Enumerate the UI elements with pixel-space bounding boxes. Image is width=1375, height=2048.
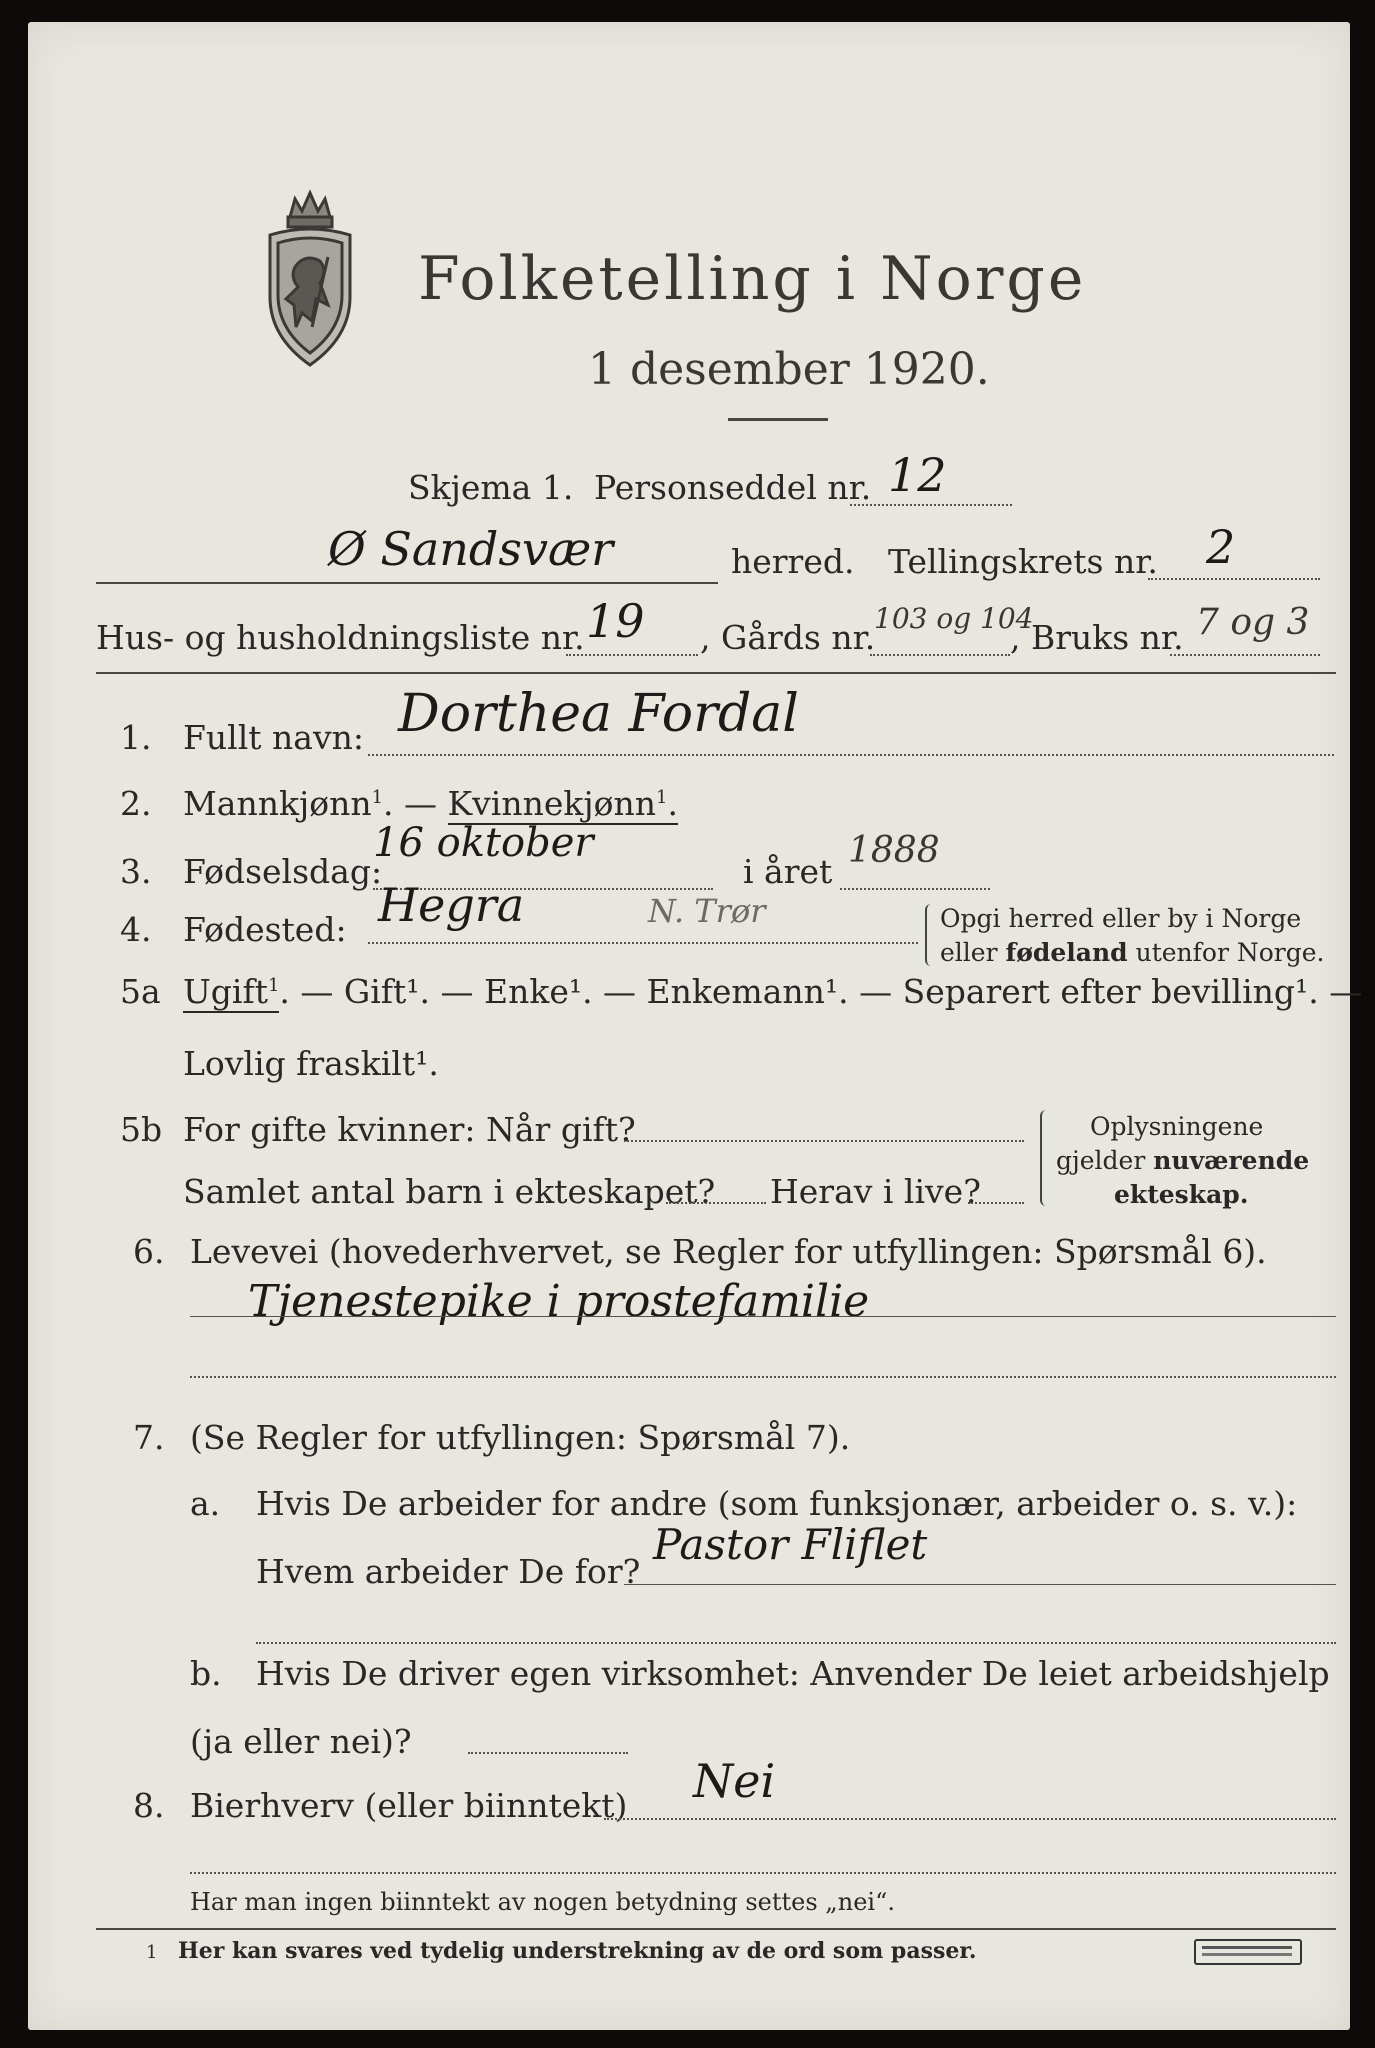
q4-value: Hegra bbox=[378, 878, 525, 932]
q7a-text1: Hvis De arbeider for andre (som funksjonær, arbeider o. s. v.): bbox=[256, 1484, 1298, 1523]
q2-number: 2. bbox=[120, 784, 152, 823]
q7a-line2 bbox=[256, 1642, 1336, 1644]
q6-line1 bbox=[190, 1316, 1336, 1317]
gards-value: 103 og 104 bbox=[874, 602, 1034, 635]
q5b-label3: Herav i live? bbox=[770, 1172, 981, 1211]
q2-dot-m: . bbox=[383, 784, 394, 823]
q3-value: 16 oktober bbox=[373, 820, 594, 866]
q7b-text2: (ja eller nei)? bbox=[190, 1722, 412, 1761]
q6-line2 bbox=[190, 1376, 1336, 1378]
q6-value: Tjenestepike i prostefamilie bbox=[248, 1276, 870, 1327]
q2-kvinnekjonn bbox=[448, 784, 678, 825]
form-title: Folketelling i Norge bbox=[418, 244, 1087, 314]
personseddel-label: Personseddel nr. bbox=[594, 468, 872, 507]
q5b-number: 5b bbox=[120, 1110, 163, 1149]
census-form-sheet bbox=[28, 22, 1363, 2030]
q8-line bbox=[604, 1818, 1336, 1820]
household-line bbox=[566, 654, 698, 656]
q5a-rest: . — Gift¹. — Enke¹. — Enkemann¹. — Separert efter bevilling¹. — bbox=[279, 972, 1363, 1011]
q4-value2: N. Trør bbox=[648, 892, 766, 930]
q5a-ugift-text: Ugift bbox=[183, 972, 268, 1011]
q4-line bbox=[368, 942, 918, 944]
skjema-label: Skjema 1. bbox=[408, 468, 574, 507]
q7a-line bbox=[624, 1584, 1336, 1585]
q5a-ugift-sup: 1 bbox=[267, 975, 280, 996]
q2-separator: — bbox=[393, 784, 448, 823]
q4-note-line1: Opgi herred eller by i Norge bbox=[940, 904, 1302, 933]
q5b-note2-a: gjelder bbox=[1056, 1146, 1154, 1175]
herred-line bbox=[96, 582, 718, 584]
q7b-line bbox=[468, 1752, 628, 1754]
q5b-line2 bbox=[666, 1202, 766, 1204]
q7a-letter: a. bbox=[190, 1484, 221, 1523]
q8-label: Bierhverv (eller biinntekt) bbox=[190, 1786, 628, 1825]
tellingskrets-value: 2 bbox=[1206, 520, 1236, 574]
q2-mannkjonn: Mannkjønn bbox=[183, 784, 372, 823]
gards-label: , Gårds nr. bbox=[700, 618, 876, 657]
q4-note2-c: utenfor Norge. bbox=[1127, 938, 1325, 967]
tellingskrets-label: Tellingskrets nr. bbox=[888, 542, 1158, 581]
footnote-text bbox=[178, 1938, 977, 1964]
q1-value: Dorthea Fordal bbox=[398, 684, 799, 744]
q8-number: 8. bbox=[133, 1786, 165, 1825]
bruks-line bbox=[1170, 654, 1320, 656]
form-date: 1 desember 1920. bbox=[588, 344, 990, 395]
q7-label: (Se Regler for utfyllingen: Spørsmål 7). bbox=[190, 1418, 851, 1457]
q6-number: 6. bbox=[133, 1232, 165, 1271]
personseddel-line bbox=[850, 504, 1012, 506]
household-label: Hus- og husholdningsliste nr. bbox=[96, 618, 585, 657]
household-value: 19 bbox=[586, 594, 645, 648]
q1-label: Fullt navn: bbox=[183, 718, 364, 757]
gards-line bbox=[870, 654, 1010, 656]
q5a-number: 5a bbox=[120, 972, 161, 1011]
q3-year-line bbox=[840, 888, 990, 890]
q4-note2-a: eller bbox=[940, 938, 1006, 967]
q3-number: 3. bbox=[120, 852, 152, 891]
footnote-text-b: tydelig understrekning av de ord som passer. bbox=[420, 1938, 977, 1964]
q8-line2 bbox=[190, 1872, 1336, 1874]
header-bottom-rule bbox=[96, 672, 1336, 674]
q4-note-line2 bbox=[940, 938, 1324, 967]
q2-sup-m: 1 bbox=[371, 787, 384, 808]
title-divider bbox=[728, 418, 828, 421]
tellingskrets-line bbox=[1148, 578, 1320, 580]
q2-sup-k: 1 bbox=[656, 787, 668, 808]
q5b-note1: Oplysningene bbox=[1090, 1112, 1264, 1141]
herred-value: Ø Sandsvær bbox=[328, 522, 614, 576]
personseddel-value: 12 bbox=[888, 448, 947, 502]
q4-number: 4. bbox=[120, 910, 152, 949]
no-income-note: Har man ingen biinntekt av nogen betydning settes „nei“. bbox=[190, 1888, 895, 1916]
q2-dot-k: . bbox=[667, 784, 678, 823]
q2-line bbox=[183, 784, 678, 823]
q5b-note2-b: nuværende bbox=[1153, 1146, 1310, 1175]
q5b-note2 bbox=[1056, 1146, 1309, 1175]
bruks-value: 7 og 3 bbox=[1196, 602, 1310, 643]
q7b-text1: Hvis De driver egen virksomhet: Anvender De leiet arbeidshjelp bbox=[256, 1654, 1330, 1693]
q3-year-label: i året bbox=[743, 852, 833, 891]
footer-rule bbox=[96, 1928, 1336, 1930]
q7-number: 7. bbox=[133, 1418, 165, 1457]
q5b-brace bbox=[1040, 1110, 1050, 1206]
q4-label: Fødested: bbox=[183, 910, 347, 949]
q5b-line3 bbox=[968, 1202, 1024, 1204]
q1-number: 1. bbox=[120, 718, 152, 757]
q4-brace bbox=[925, 904, 935, 966]
q3-year-value: 1888 bbox=[848, 830, 940, 871]
q7a-text2: Hvem arbeider De for? bbox=[256, 1552, 641, 1591]
q4-note2-b: fødeland bbox=[1005, 938, 1128, 967]
q7b-letter: b. bbox=[190, 1654, 222, 1693]
q5b-label2: Samlet antal barn i ekteskapet? bbox=[183, 1172, 716, 1211]
printer-stamp-icon bbox=[1194, 1939, 1302, 1965]
q7a-value: Pastor Fliflet bbox=[653, 1520, 928, 1569]
q5a-line1 bbox=[183, 972, 1362, 1011]
q2-kvinnekjonn-text: Kvinnekjønn bbox=[447, 784, 657, 823]
q1-line bbox=[368, 754, 1334, 756]
norwegian-lion-crest-icon bbox=[250, 187, 370, 372]
herred-label: herred. bbox=[731, 542, 855, 581]
q5a-ugift bbox=[183, 972, 279, 1013]
q5b-line1 bbox=[624, 1140, 1024, 1142]
footnote-text-a: Her kan svares ved bbox=[178, 1938, 421, 1964]
q5b-note3: ekteskap. bbox=[1114, 1180, 1249, 1209]
q5a-line2: Lovlig fraskilt¹. bbox=[183, 1044, 439, 1083]
q3-label: Fødselsdag: bbox=[183, 852, 383, 891]
bruks-label: , Bruks nr. bbox=[1010, 618, 1184, 657]
q8-value: Nei bbox=[693, 1754, 776, 1808]
footnote-mark: 1 bbox=[146, 1942, 158, 1963]
q6-label: Levevei (hovederhvervet, se Regler for utfyllingen: Spørsmål 6). bbox=[190, 1232, 1267, 1271]
q5b-label1: For gifte kvinner: Når gift? bbox=[183, 1110, 636, 1149]
